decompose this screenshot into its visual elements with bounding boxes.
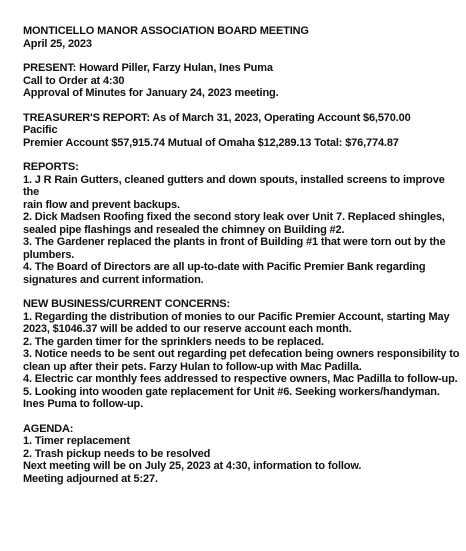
treasurer-report-line: TREASURER'S REPORT: As of March 31, 2023, Operating Account $6,570.00 xyxy=(23,111,411,124)
new-business-line: 1. Regarding the distribution of monies to our Pacific Premier Account, starting May xyxy=(23,310,450,323)
report-line: 2. Dick Madsen Roofing fixed the second story leak over Unit 7. Replaced shingles, xyxy=(23,211,445,223)
agenda-line: Meeting adjourned at 5:27. xyxy=(23,472,158,485)
report-line: rain flow and prevent backups. xyxy=(23,198,180,211)
new-business-line: 5. Looking into wooden gate replacement for Unit #6. Seeking workers/handyman. xyxy=(23,385,440,398)
agenda-line: Next meeting will be on July 25, 2023 at 4:30, information to follow. xyxy=(23,460,362,472)
agenda-heading: AGENDA: xyxy=(23,422,74,435)
reports-heading: REPORTS: xyxy=(23,161,79,173)
document-title: MONTICELLO MANOR ASSOCIATION BOARD MEETING xyxy=(23,25,309,37)
agenda-line: 1. Timer replacement xyxy=(23,435,130,447)
report-line: sealed pipe flashings and resealed the chimney on Building #2. xyxy=(23,223,345,236)
new-business-line: clean up after their pets. Farzy Hulan to follow-up with Mac Padilla. xyxy=(23,360,362,373)
opening-section xyxy=(23,62,463,100)
meeting-minutes-document xyxy=(23,25,463,497)
reports-section xyxy=(23,161,463,286)
treasurer-report-section xyxy=(23,112,463,150)
new-business-line: 2. The garden timer for the sprinklers needs to be replaced. xyxy=(23,335,324,348)
new-business-line: Ines Puma to follow-up. xyxy=(23,398,143,410)
new-business-line: 4. Electric car monthly fees addressed to respective owners, Mac Padilla to follow-up. xyxy=(23,373,458,385)
report-line: 3. The Gardener replaced the plants in front of Building #1 that were torn out by the xyxy=(23,236,446,248)
new-business-section xyxy=(23,298,463,411)
minutes-approval: Approval of Minutes for January 24, 2023 meeting. xyxy=(23,87,279,99)
treasurer-report-line: Premier Account $57,915.74 Mutual of Omaha $12,289.13 Total: $76,774.87 xyxy=(23,136,399,149)
header-section xyxy=(23,25,463,50)
meeting-date: April 25, 2023 xyxy=(23,37,92,50)
agenda-section xyxy=(23,423,463,486)
new-business-heading: NEW BUSINESS/CURRENT CONCERNS: xyxy=(23,298,230,310)
new-business-line: 2023, $1046.37 will be added to our reserve account each month. xyxy=(23,323,352,335)
present-attendees: PRESENT: Howard Piller, Farzy Hulan, Ines Puma xyxy=(23,62,273,74)
report-line: plumbers. xyxy=(23,248,75,261)
treasurer-report-line: Pacific xyxy=(23,124,58,136)
report-line: the xyxy=(23,186,40,198)
agenda-line: 2. Trash pickup needs to be resolved xyxy=(23,447,211,460)
new-business-line: 3. Notice needs to be sent out regarding pet defecation being owners responsibility to xyxy=(23,348,460,360)
call-to-order: Call to Order at 4:30 xyxy=(23,74,125,87)
report-line: signatures and current information. xyxy=(23,273,204,286)
report-line: 1. J R Rain Gutters, cleaned gutters and down spouts, installed screens to improve xyxy=(23,173,445,186)
report-line: 4. The Board of Directors are all up-to-date with Pacific Premier Bank regarding xyxy=(23,261,426,273)
